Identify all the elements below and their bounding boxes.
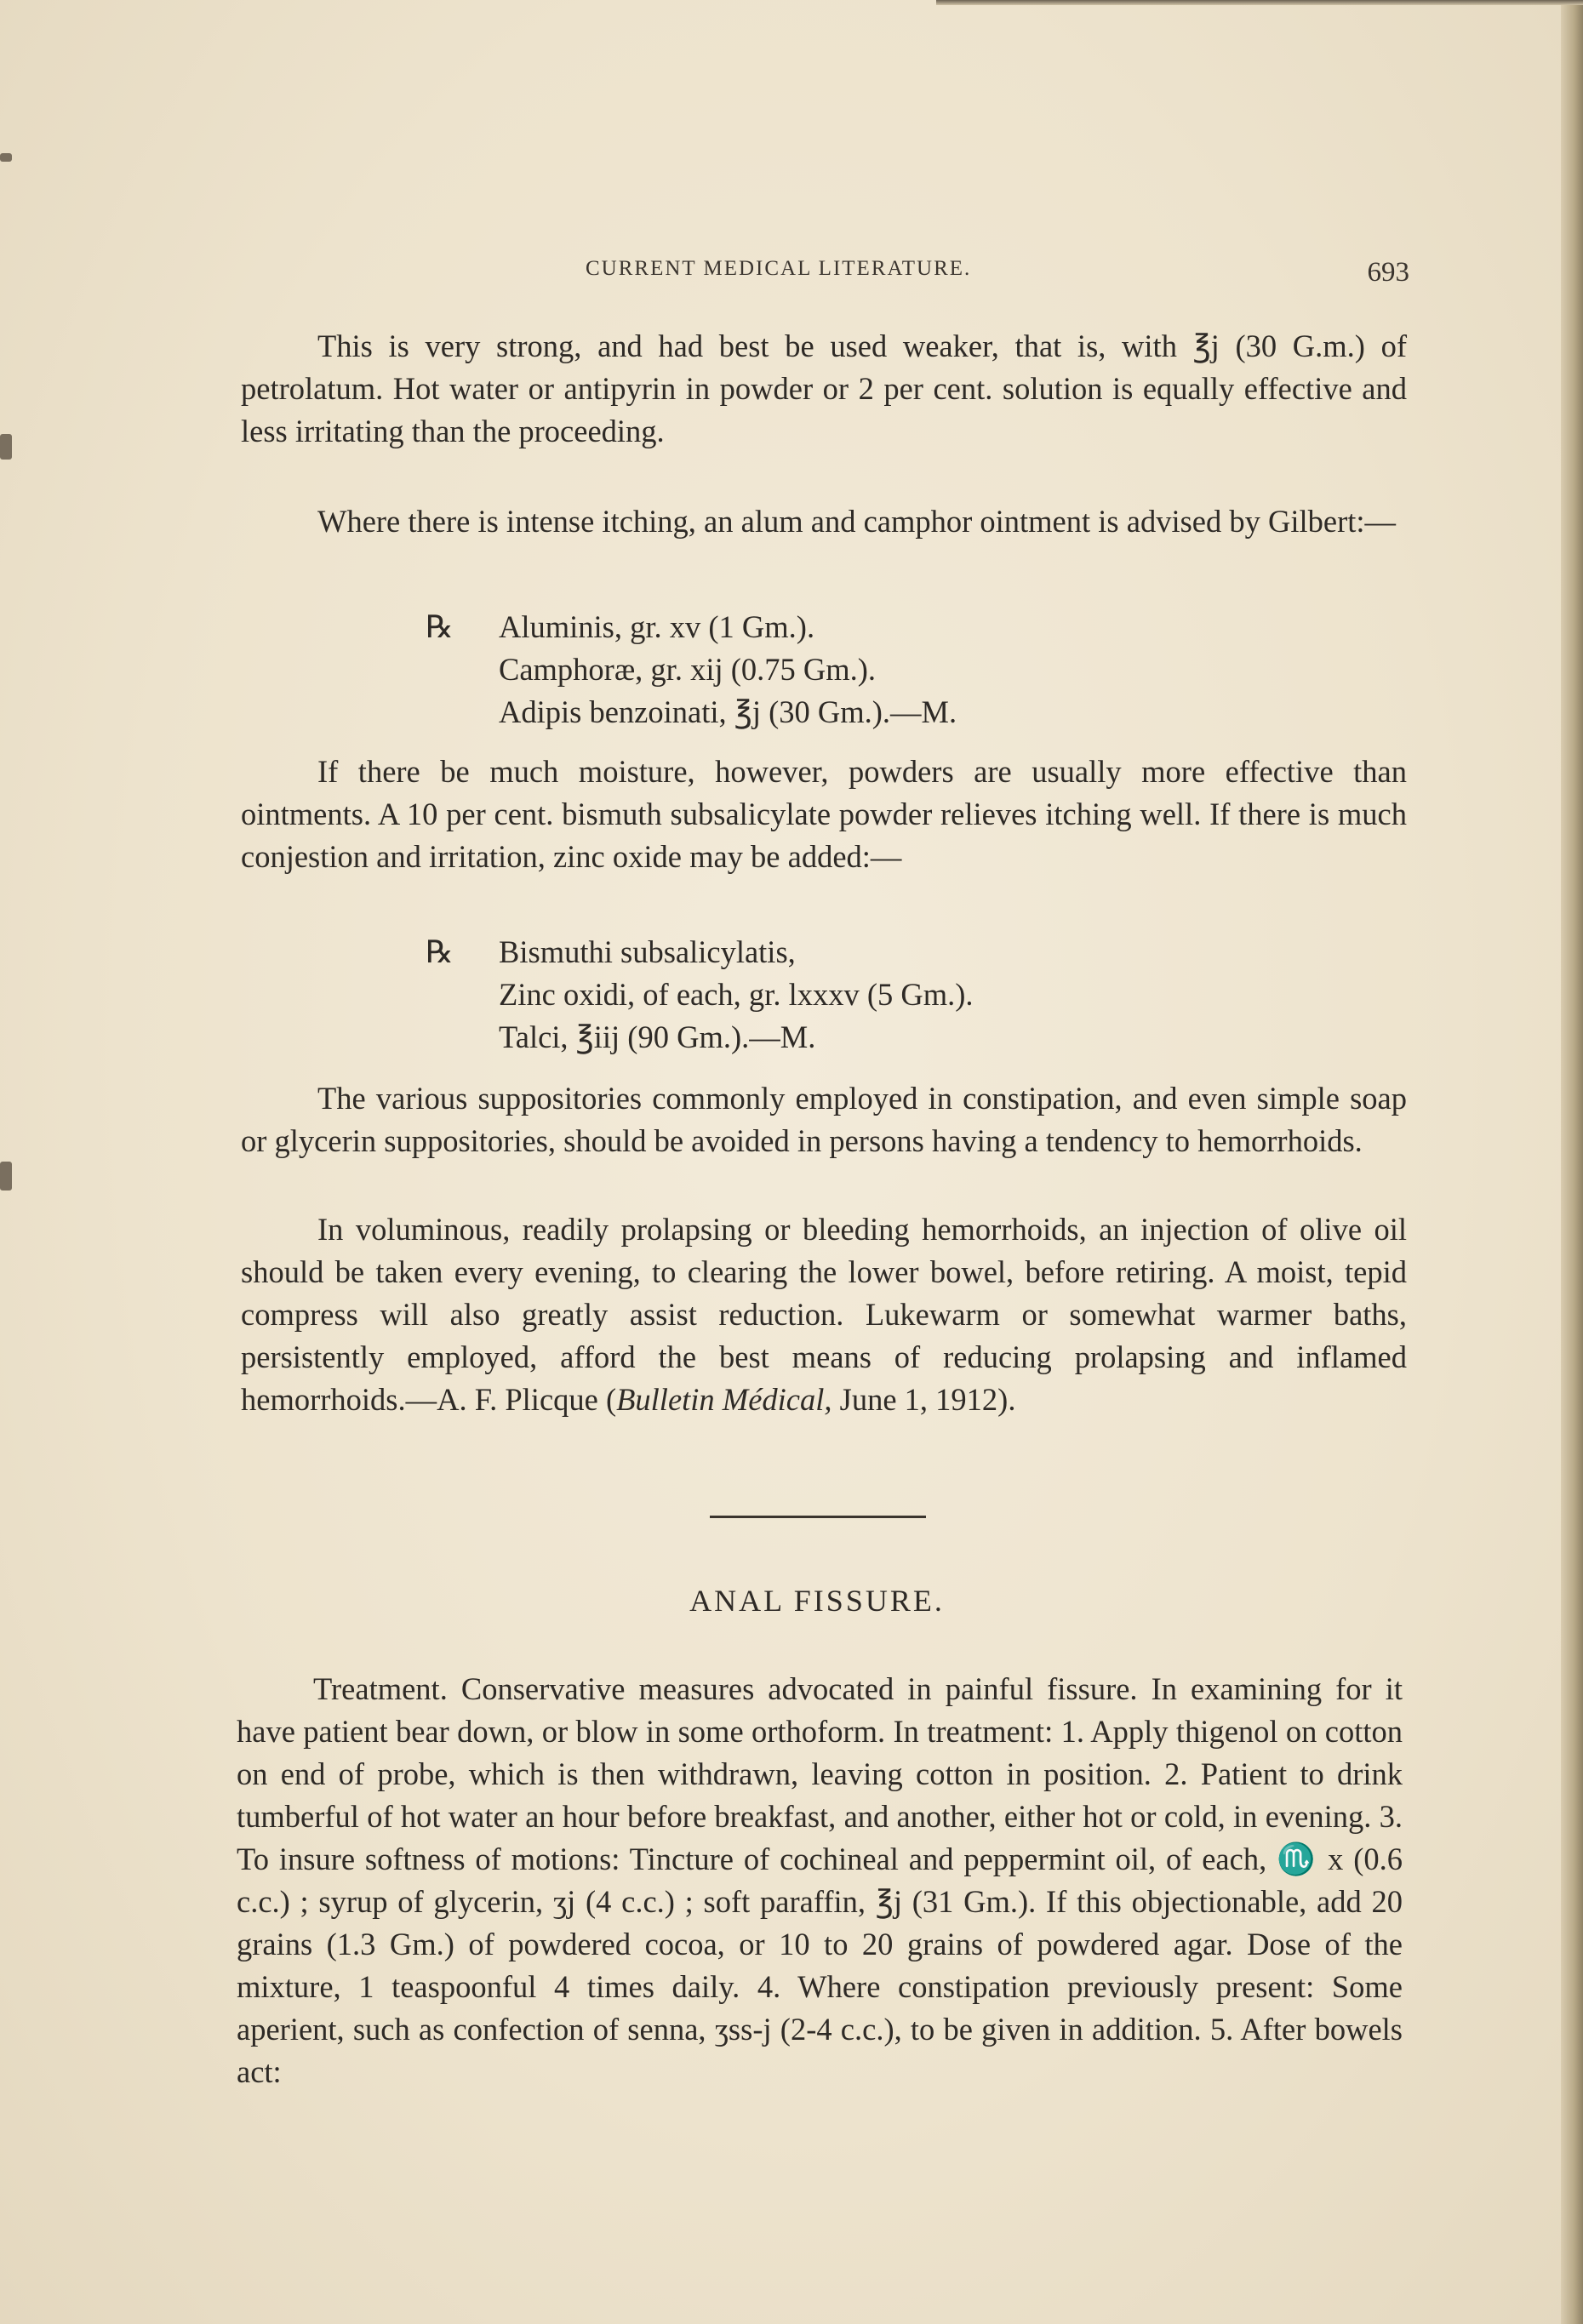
prescription-ingredient: Bismuthi subsalicylatis, <box>499 934 796 969</box>
paragraph-itching <box>241 500 1407 543</box>
paragraph-text: Where there is intense itching, an alum and camphor ointment is advised by Gilbert:— <box>317 504 1397 539</box>
paragraph-text <box>241 1208 1407 1421</box>
prescription-ingredient: Zinc oxidi, of each, gr. lxxxv (5 Gm.). <box>499 977 974 1012</box>
margin-mark <box>0 1162 12 1191</box>
prescription-line <box>426 931 974 974</box>
section-title: ANAL FISSURE. <box>689 1584 945 1618</box>
prescription-ingredient: Talci, ℥iij (90 Gm.).—M. <box>499 1019 816 1054</box>
page-header <box>245 257 1409 291</box>
running-head: CURRENT MEDICAL LITERATURE. <box>586 257 972 280</box>
prescription-line <box>426 606 957 648</box>
paragraph-hemorrhoids <box>241 1208 1407 1421</box>
section-divider <box>710 1516 926 1518</box>
paragraph-strength-note <box>241 325 1407 453</box>
rx-symbol: ℞ <box>426 934 454 969</box>
page-top-edge <box>936 0 1583 5</box>
paragraph-text: The various suppositories commonly employed in constipation, and even simple soap or glycerin suppositories, should be avoided in persons having a tendency to hemorrhoids. <box>241 1081 1407 1158</box>
prescription-ointment <box>426 606 957 734</box>
paragraph-text: If there be much moisture, however, powders are usually more effective than ointments. A 10 per cent. bismuth subsalicylate powder relieves itching well. If there is much conjestion and irritation, zinc oxide may be added:— <box>241 754 1407 874</box>
prescription-ingredient: Adipis benzoinati, ℥j (30 Gm.).—M. <box>499 694 957 729</box>
citation-date: June 1, 1912). <box>832 1382 1016 1417</box>
prescription-powder <box>426 931 974 1059</box>
margin-mark <box>0 434 12 460</box>
page-edge-shadow <box>1561 0 1583 2324</box>
citation-journal: Bulletin Médical, <box>616 1382 832 1417</box>
prescription-ingredient: Camphoræ, gr. xij (0.75 Gm.). <box>499 652 877 687</box>
section-heading <box>0 1583 1583 1619</box>
paragraph-treatment <box>237 1668 1403 2093</box>
prescription-line <box>426 648 957 691</box>
prescription-line <box>426 974 974 1016</box>
prescription-ingredient: Aluminis, gr. xv (1 Gm.). <box>499 609 815 644</box>
prescription-line <box>426 1016 974 1059</box>
paragraph-suppositories <box>241 1077 1407 1162</box>
paragraph-body: In voluminous, readily prolapsing or bleeding hemorrhoids, an injection of olive oil should be taken every evening, to clearing the lower bowel, before retiring. A moist, tepid compress will also greatly assist reduction. Lukewarm or somewhat warmer baths, persistently employed, afford the best means of reducing prolapsing and inflamed hemorrhoids.—A. F. Plicque ( <box>241 1212 1407 1417</box>
page-number: 693 <box>1367 257 1409 288</box>
margin-mark <box>0 153 12 162</box>
paragraph-moisture <box>241 751 1407 878</box>
paragraph-text: This is very strong, and had best be used weaker, that is, with ℥j (30 G.m.) of petrolatum. Hot water or antipyrin in powder or 2 per cent. solution is equally effective and less irritating than the proceeding. <box>241 328 1407 448</box>
prescription-line <box>426 691 957 734</box>
paragraph-text: Treatment. Conservative measures advocated in painful fissure. In examining for it have patient bear down, or blow in some orthoform. In treatment: 1. Apply thigenol on cotton on end of probe, which is then withdrawn, leaving cotton in position. 2. Patient to drink tumberful of hot water an hour before breakfast, and another, either hot or cold, in evening. 3. To insure softness of motions: Tincture of cochineal and peppermint oil, of each, ♏ x (0.6 c.c.) ; syrup of glycerin, ʒj (4 c.c.) ; soft paraffin, ℥j (31 Gm.). If this objectionable, add 20 grains (1.3 Gm.) of powdered cocoa, or 10 to 20 grains of powdered agar. Dose of the mixture, 1 teaspoonful 4 times daily. 4. Where constipation previously present: Some aperient, such as confection of senna, ʒss-j (2-4 c.c.), to be given in addition. 5. After bowels act: <box>237 1671 1403 2089</box>
rx-symbol: ℞ <box>426 609 454 644</box>
